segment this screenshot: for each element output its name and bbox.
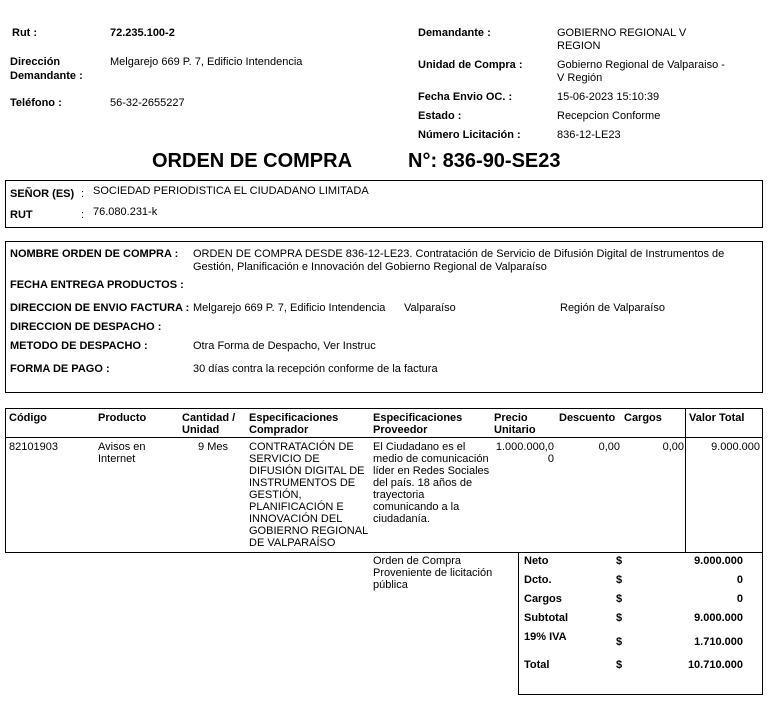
- col-cantidad-2: Unidad: [182, 424, 220, 436]
- nombre-label: NOMBRE ORDEN DE COMPRA :: [10, 248, 179, 260]
- order-number: N°: 836-90-SE23: [408, 150, 561, 172]
- row-descuento: 0,00: [598, 441, 620, 453]
- esp-prov-line: El Ciudadano es el: [373, 441, 466, 453]
- totals-label: Total: [524, 659, 550, 671]
- row-producto: Avisos en: [98, 441, 146, 453]
- row-codigo: 82101903: [9, 441, 58, 453]
- metodo-label: METODO DE DESPACHO :: [10, 340, 148, 352]
- currency-symbol: $: [616, 659, 623, 671]
- table-header-divider: [5, 437, 763, 438]
- col-codigo: Código: [9, 412, 47, 424]
- row-precio: 1.000.000,0: [495, 441, 554, 453]
- currency-symbol: $: [616, 636, 623, 648]
- totals-value: 9.000.000: [694, 612, 743, 624]
- demandante-label: Demandante :: [418, 27, 491, 39]
- demandante-value: GOBIERNO REGIONAL V: [557, 27, 687, 39]
- envio-factura-dir: Melgarejo 669 P. 7, Edificio Intendencia: [193, 302, 386, 314]
- page-title: ORDEN DE COMPRA: [152, 150, 353, 172]
- senor-value: SOCIEDAD PERIODISTICA EL CIUDADANO LIMITADA: [93, 185, 369, 197]
- totals-label: Dcto.: [524, 574, 552, 586]
- despacho-label: DIRECCION DE DESPACHO :: [10, 321, 162, 333]
- currency-symbol: $: [616, 574, 623, 586]
- totals-label: Neto: [524, 555, 549, 567]
- esp-prov-line: medio de comunicación: [373, 453, 489, 465]
- totals-label: Cargos: [524, 593, 562, 605]
- senor-colon: :: [81, 188, 85, 200]
- row-precio-2: 0: [547, 453, 554, 465]
- col-cantidad: Cantidad /: [182, 412, 236, 424]
- esp-prov-line: del país. 18 años de: [373, 477, 473, 489]
- demandante-value-2: REGION: [557, 40, 601, 52]
- currency-symbol: $: [616, 593, 623, 605]
- esp-prov-line: comunicando a la: [373, 501, 460, 513]
- fecha-envio-value: 15-06-2023 15:10:39: [557, 91, 660, 103]
- telefono-value: 56-32-2655227: [110, 97, 185, 109]
- supplier-rut-value: 76.080.231-k: [93, 206, 158, 218]
- col-esp-proveedor: Especificaciones: [373, 412, 463, 424]
- col-precio: Precio: [494, 412, 528, 424]
- direccion-label-2: Demandante :: [10, 70, 83, 82]
- col-cargos: Cargos: [624, 412, 662, 424]
- fecha-entrega-label: FECHA ENTREGA PRODUCTOS :: [10, 279, 184, 291]
- supplier-rut-colon: :: [81, 209, 85, 221]
- supplier-rut-label: RUT: [10, 209, 33, 221]
- currency-symbol: $: [616, 555, 623, 567]
- valor-total-divider: [685, 408, 686, 553]
- row-esp-proveedor: [373, 441, 489, 525]
- envio-factura-ciudad: Valparaíso: [404, 302, 456, 314]
- col-esp-comprador-2: Comprador: [249, 424, 309, 436]
- totals-label: Subtotal: [524, 612, 568, 624]
- licitacion-label: Número Licitación :: [418, 129, 521, 141]
- esp-comp-line: INNOVACIÓN DEL: [249, 513, 343, 525]
- direccion-value: Melgarejo 669 P. 7, Edificio Intendencia: [110, 56, 303, 68]
- unidad-value-2: V Región: [557, 72, 603, 84]
- note-line: pública: [373, 579, 408, 591]
- senor-label: SEÑOR (ES): [10, 188, 75, 200]
- row-cargos: 0,00: [662, 441, 684, 453]
- esp-comp-line: SERVICIO DE: [249, 453, 320, 465]
- fecha-envio-label: Fecha Envio OC. :: [418, 91, 513, 103]
- totals-value: 1.710.000: [694, 636, 743, 648]
- esp-comp-line: PLANIFICACIÓN E: [249, 501, 344, 513]
- direccion-label: Dirección: [10, 56, 61, 68]
- nombre-value: ORDEN DE COMPRA DESDE 836-12-LE23. Contratación de Servicio de Difusión Digital de Instrumentos de: [193, 248, 725, 260]
- row-cantidad: 9 Mes: [198, 441, 228, 453]
- totals-value: 10.710.000: [687, 659, 743, 671]
- envio-factura-region: Región de Valparaíso: [560, 302, 665, 314]
- col-producto: Producto: [98, 412, 147, 424]
- telefono-label: Teléfono :: [10, 97, 62, 109]
- esp-comp-line: GESTIÓN,: [249, 489, 302, 501]
- note-line: Orden de Compra: [373, 555, 462, 567]
- metodo-value: Otra Forma de Despacho, Ver Instruc: [193, 340, 376, 352]
- col-valor-total: Valor Total: [689, 412, 745, 424]
- esp-prov-line: líder en Redes Sociales: [373, 465, 490, 477]
- totals-value: 9.000.000: [694, 555, 743, 567]
- envio-factura-label: DIRECCION DE ENVIO FACTURA :: [10, 302, 190, 314]
- pago-label: FORMA DE PAGO :: [10, 363, 110, 375]
- currency-symbol: $: [616, 612, 623, 624]
- col-esp-proveedor-2: Proveedor: [373, 424, 428, 436]
- esp-comp-line: GOBIERNO REGIONAL: [249, 525, 369, 537]
- unidad-value: Gobierno Regional de Valparaiso -: [557, 59, 725, 71]
- nombre-value-2: Gestión, Planificación e Innovación del Gobierno Regional de Valparaíso: [193, 261, 547, 273]
- col-esp-comprador: Especificaciones: [249, 412, 339, 424]
- esp-comp-line: CONTRATACIÓN DE: [249, 441, 354, 453]
- estado-value: Recepcion Conforme: [557, 110, 661, 122]
- esp-prov-line: trayectoria: [373, 489, 425, 501]
- totals-value: 0: [736, 593, 743, 605]
- esp-comp-line: INSTRUMENTOS DE: [249, 477, 356, 489]
- estado-label: Estado :: [418, 110, 462, 122]
- pago-value: 30 días contra la recepción conforme de la factura: [193, 363, 438, 375]
- esp-prov-line: ciudadanía.: [373, 513, 430, 525]
- esp-comp-line: DIFUSIÓN DIGITAL DE: [249, 465, 365, 477]
- rut-label: Rut :: [12, 27, 38, 39]
- note-line: Proveniente de licitación: [373, 567, 493, 579]
- totals-label: 19% IVA: [524, 631, 567, 643]
- row-valor-total: 9.000.000: [711, 441, 760, 453]
- col-precio-2: Unitario: [494, 424, 536, 436]
- unidad-label: Unidad de Compra :: [418, 59, 523, 71]
- licitacion-value: 836-12-LE23: [557, 129, 621, 141]
- esp-comp-line: DE VALPARAÍSO: [249, 537, 336, 549]
- totals-value: 0: [736, 574, 743, 586]
- rut-value: 72.235.100-2: [110, 27, 175, 39]
- licitacion-note: [373, 555, 492, 591]
- row-producto-2: Internet: [98, 453, 136, 465]
- row-esp-comprador: [249, 441, 368, 549]
- col-descuento: Descuento: [559, 412, 616, 424]
